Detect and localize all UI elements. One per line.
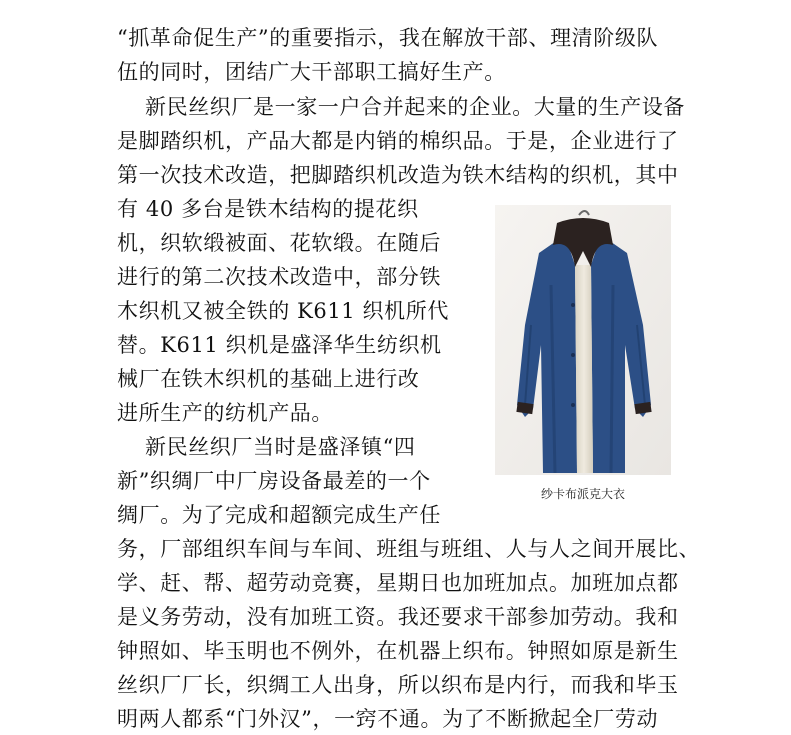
coat-illustration xyxy=(495,205,671,475)
text-line: 新民丝织厂是一家一户合并起来的企业。大量的生产设备 xyxy=(145,95,685,119)
text-line: 丝织厂厂长，织绸工人出身，所以织布是内行，而我和毕玉 xyxy=(117,673,679,697)
text-line: 是脚踏织机，产品大都是内销的棉织品。于是，企业进行了 xyxy=(117,129,679,153)
text-line: “抓革命促生产”的重要指示，我在解放干部、理清阶级队 xyxy=(117,26,659,50)
text-line: 是义务劳动，没有加班工资。我还要求干部参加劳动。我和 xyxy=(117,605,679,629)
text-line: 进所生产的纺机产品。 xyxy=(117,401,333,425)
text-line: 有 40 多台是铁木结构的提花织 xyxy=(117,197,419,221)
text-line: 新民丝织厂当时是盛泽镇“四 xyxy=(145,435,416,459)
text-line: 新”织绸厂中厂房设备最差的一个 xyxy=(117,469,431,493)
text-line: 械厂在铁木织机的基础上进行改 xyxy=(117,367,420,391)
text-line: 第一次技术改造，把脚踏织机改造为铁木结构的织机，其中 xyxy=(117,163,679,187)
text-line: 木织机又被全铁的 K611 织机所代 xyxy=(117,299,449,323)
figure-caption: 纱卡布派克大衣 xyxy=(540,487,625,501)
text-line: 机，织软缎被面、花软缎。在随后 xyxy=(117,231,441,255)
text-line: 进行的第二次技术改造中，部分铁 xyxy=(117,265,441,289)
text-line: 务，厂部组织车间与车间、班组与班组、人与人之间开展比、 xyxy=(117,537,701,561)
text-line: 钟照如、毕玉明也不例外，在机器上织布。钟照如原是新生 xyxy=(117,639,679,663)
coat-photo xyxy=(495,205,671,475)
text-line: 绸厂。为了完成和超额完成生产任 xyxy=(117,503,441,527)
text-line: 明两人都系“门外汉”，一窍不通。为了不断掀起全厂劳动 xyxy=(117,707,659,731)
text-line: 学、赶、帮、超劳动竞赛，星期日也加班加点。加班加点都 xyxy=(117,571,679,595)
text-line: 伍的同时，团结广大干部职工搞好生产。 xyxy=(117,60,506,84)
text-line: 替。K611 织机是盛泽华生纺织机 xyxy=(117,333,442,357)
